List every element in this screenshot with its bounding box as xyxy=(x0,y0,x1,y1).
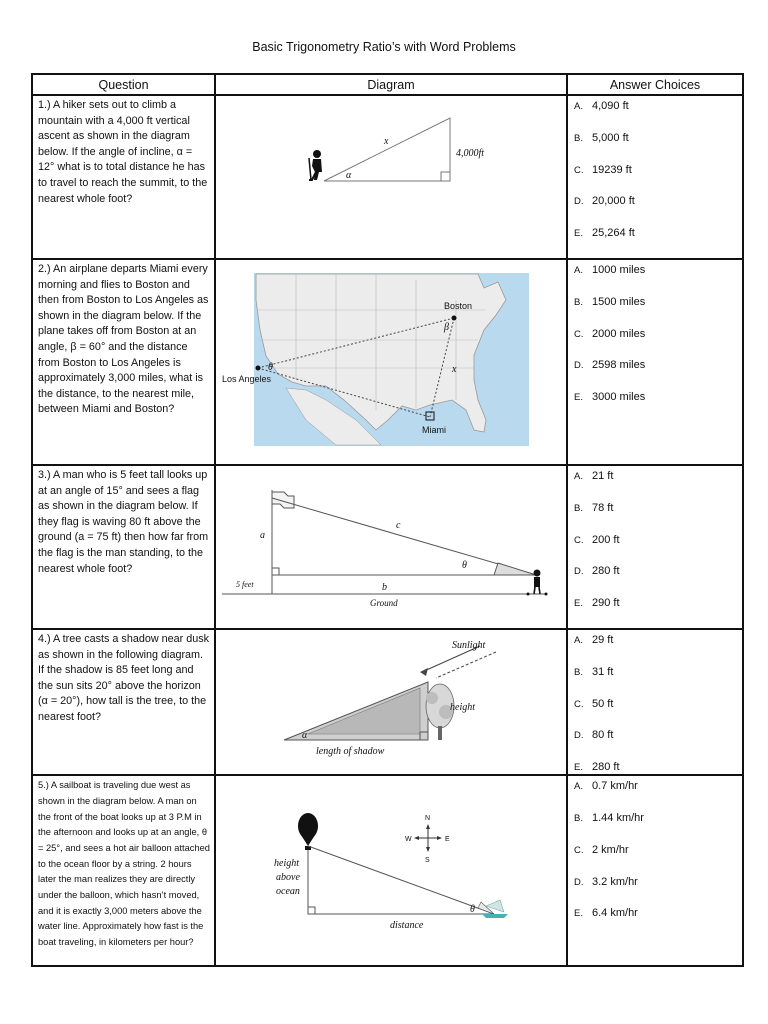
tree-diagram xyxy=(216,630,568,774)
answer-option: A. 21 ft xyxy=(574,469,614,482)
compass-w: W xyxy=(405,836,412,844)
a-label: a xyxy=(260,529,265,541)
side-label: 4,000ft xyxy=(456,148,485,159)
diagram-cell xyxy=(215,775,567,966)
answer-option: E. 25,264 ft xyxy=(574,227,635,240)
right-angle-marker xyxy=(308,907,315,914)
answer-cell xyxy=(567,259,743,465)
theta-label: θ xyxy=(462,559,467,571)
triangle-shape xyxy=(324,118,450,181)
us-map-diagram xyxy=(216,260,568,466)
height-label-3: ocean xyxy=(276,886,300,898)
angle-label: α xyxy=(346,170,352,181)
answer-option: A. 0.7 km/hr xyxy=(574,780,638,793)
right-angle-marker xyxy=(272,568,279,575)
height-label-1: height xyxy=(274,858,299,870)
la-label: Los Angeles xyxy=(222,373,272,384)
answer-option: D. 80 ft xyxy=(574,729,614,742)
compass-s: S xyxy=(425,857,430,865)
answer-option: B. 31 ft xyxy=(574,665,614,678)
page-title: Basic Trigonometry Ratio’s with Word Problems xyxy=(252,40,516,54)
header-question: Question xyxy=(32,74,215,95)
answer-option: D. 2598 miles xyxy=(574,359,646,372)
question-text: 2.) An airplane departs Miami every morning and flies to Boston and then from Boston to Los Angeles as shown in the diagram below. If the plane takes off from Boston at an angle, β = 60° and the distance from Boston to Los Angeles is approximately 3,000 miles, what is the distance, to the nearest mile, between Miami and Boston? xyxy=(32,259,215,465)
alpha-label: α xyxy=(302,729,308,741)
height-label-2: above xyxy=(276,872,300,884)
diagram-cell xyxy=(215,629,567,775)
la-marker xyxy=(256,365,261,370)
answer-option: B. 78 ft xyxy=(574,501,614,514)
hiker-diagram xyxy=(216,96,568,257)
answer-option: C. 50 ft xyxy=(574,697,614,710)
balloon-diagram xyxy=(216,776,568,967)
b-label: b xyxy=(382,581,387,593)
flag-diagram xyxy=(216,466,568,628)
table-row xyxy=(32,259,743,465)
sunlight-label: Sunlight xyxy=(452,639,486,651)
answer-option: D. 280 ft xyxy=(574,565,620,578)
x-label: x xyxy=(452,363,457,375)
boston-marker xyxy=(452,315,457,320)
hypotenuse-c xyxy=(272,498,536,575)
point-marker xyxy=(545,592,548,595)
answer-option: E. 6.4 km/hr xyxy=(574,907,638,920)
answer-option: C. 2 km/hr xyxy=(574,843,629,856)
answer-cell xyxy=(567,465,743,629)
answer-option: B. 5,000 ft xyxy=(574,131,629,144)
header-row xyxy=(32,74,743,95)
answer-cell xyxy=(567,629,743,775)
arrow-head xyxy=(420,668,428,676)
theta-label: θ xyxy=(470,904,475,916)
question-text: 1.) A hiker sets out to climb a mountain with a 4,000 ft vertical ascent as shown in the diagram below. If the angle of incline, α = 12° what is to total distance he has to travel to reach the summit, to the nearest whole foot? xyxy=(32,95,215,259)
five-feet-label: 5 feet xyxy=(236,579,254,589)
question-text: 5.) A sailboat is traveling due west as shown in the diagram below. A man on the front of the boat looks up at 3 P.M in the afternoon and looks up at an angle, θ = 25°, and sees a hot air balloon attached to the ocean floor by a string. 2 hours later the man realizes they are directly under the balloon, which hasn’t moved, and it is exactly 3,000 meters above the water line. Approximately how fast is the boat traveling, in kilometers per hour? xyxy=(32,775,215,966)
answer-cell xyxy=(567,95,743,259)
header-answers: Answer Choices xyxy=(567,74,743,95)
inner-shadow xyxy=(308,688,420,734)
sight-line xyxy=(308,846,494,914)
answer-option: E. 3000 miles xyxy=(574,391,646,404)
flag-icon xyxy=(272,492,294,508)
answer-option: A. 4,090 ft xyxy=(574,100,629,112)
diagram-cell xyxy=(215,465,567,629)
question-text: 4.) A tree casts a shadow near dusk as shown in the following diagram. If the shadow is 85 feet long and the sun sits 20° above the horizon (α = 20°), how tall is the tree, to the nearest foot? xyxy=(32,629,215,775)
beta-label: β xyxy=(444,321,449,333)
answer-option: B. 1.44 km/hr xyxy=(574,811,644,824)
answer-option: C. 19239 ft xyxy=(574,163,632,176)
balloon-icon xyxy=(298,813,318,850)
compass-icon xyxy=(414,824,442,852)
answer-cell xyxy=(567,775,743,966)
point-marker xyxy=(527,592,530,595)
compass-e: E xyxy=(445,836,450,844)
answer-option: C. 200 ft xyxy=(574,533,620,546)
height-label: height xyxy=(450,701,475,713)
answer-option: E. 280 ft xyxy=(574,761,620,774)
question-text: 3.) A man who is 5 feet tall looks up at an angle of 15° and sees a flag as shown in the diagram below. If they flag is waving 80 ft above the ground (a = 75 ft) then how far from the flag is the man standing, to the nearest whole foot? xyxy=(32,465,215,629)
answer-option: E. 290 ft xyxy=(574,597,620,610)
diagram-cell xyxy=(215,95,567,259)
answer-option: A. 1000 miles xyxy=(574,263,646,276)
compass-n: N xyxy=(425,815,431,823)
shadow-label: length of shadow xyxy=(316,745,385,757)
man-icon xyxy=(534,569,541,594)
header-diagram: Diagram xyxy=(215,74,567,95)
worksheet-table xyxy=(31,73,744,967)
right-angle-marker xyxy=(441,172,450,181)
answer-option: B. 1500 miles xyxy=(574,295,646,308)
miami-label: Miami xyxy=(422,424,446,435)
c-label: c xyxy=(396,519,401,531)
angle-shading xyxy=(494,563,536,575)
sunlight-ray-dashed xyxy=(436,652,496,678)
table-row xyxy=(32,629,743,775)
answer-option: D. 20,000 ft xyxy=(574,195,635,208)
table-row xyxy=(32,465,743,629)
answer-option: A. 29 ft xyxy=(574,633,614,646)
theta-label: θ xyxy=(268,361,273,373)
distance-label: distance xyxy=(390,920,424,932)
hiker-icon xyxy=(309,150,322,180)
ground-label: Ground xyxy=(370,597,398,608)
table-row xyxy=(32,775,743,966)
answer-option: D. 3.2 km/hr xyxy=(574,875,638,888)
boston-label: Boston xyxy=(444,300,473,311)
diagram-cell xyxy=(215,259,567,465)
table-row xyxy=(32,95,743,259)
hyp-label: x xyxy=(384,136,389,147)
answer-option: C. 2000 miles xyxy=(574,327,646,340)
